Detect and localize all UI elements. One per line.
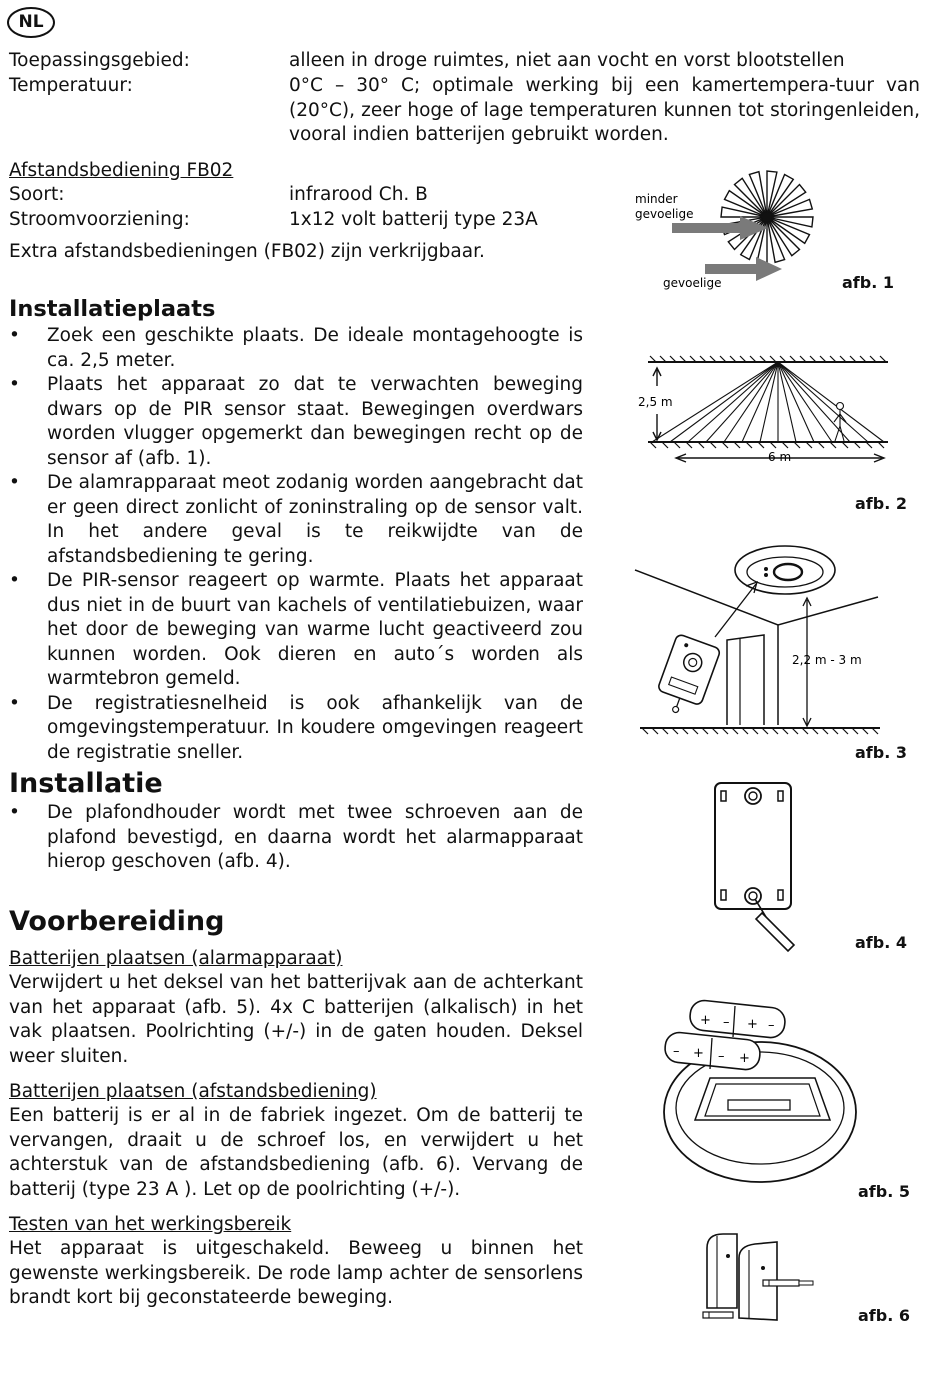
minus-sign: – bbox=[718, 1049, 725, 1064]
detection-ray bbox=[778, 362, 884, 442]
label-gevoelige: gevoelige bbox=[663, 276, 722, 290]
plus-sign: + bbox=[747, 1017, 758, 1032]
list-item-text: De registratiesnelheid is ook afhankelijk van de omgevingstemperatuur. In koudere omgevingen reageert de registratie sneller. bbox=[47, 692, 583, 763]
installatieplaats-heading: Installatieplaats bbox=[9, 296, 216, 322]
battery-icon bbox=[664, 1031, 762, 1071]
installatie-heading: Installatie bbox=[9, 768, 163, 799]
caption-afb6: afb. 6 bbox=[858, 1306, 910, 1325]
list-item-text: De alamrapparaat meot zodanig worden aangebracht dat er geen direct zonlicht of zoninstraling op de sensor valt. In het andere geval is te reikwijdte van de afstandsbediening te gering. bbox=[47, 472, 583, 567]
figure-6-remote-battery bbox=[695, 1228, 825, 1328]
list-item bbox=[9, 373, 583, 471]
spec-label-application: Toepassingsgebied: bbox=[9, 50, 190, 71]
minus-sign: – bbox=[673, 1044, 680, 1059]
plus-sign: + bbox=[693, 1046, 704, 1061]
bullet: • bbox=[9, 802, 20, 823]
caption-afb4: afb. 4 bbox=[855, 933, 907, 952]
bullet: • bbox=[9, 325, 20, 346]
remote-extra-note: Extra afstandsbedieningen (FB02) zijn verkrijgbaar. bbox=[9, 241, 485, 262]
detection-ray bbox=[706, 362, 778, 442]
spec-label-temperature: Temperatuur: bbox=[9, 75, 133, 96]
list-item bbox=[9, 801, 583, 875]
battery-remote-title: Batterijen plaatsen (afstandsbediening) bbox=[9, 1081, 377, 1102]
plus-sign: + bbox=[700, 1013, 711, 1028]
bullet: • bbox=[9, 374, 20, 395]
list-item bbox=[9, 692, 583, 766]
remote-value-power: 1x12 volt batterij type 23A bbox=[289, 209, 538, 230]
bullet: • bbox=[9, 570, 20, 591]
battery-icon bbox=[763, 1280, 799, 1286]
figure-4-ceiling-holder bbox=[700, 775, 820, 955]
battery-alarm-text: Verwijdert u het deksel van het batterijvak aan de achterkant van het apparaat (afb. 5). 4x C batterijen (alkalisch) in het vak plaatsen. Poolrichting (+/-) in de gaten houden. Deksel weer sluiten. bbox=[9, 972, 583, 1067]
range-test-text: Het apparaat is uitgeschakeld. Beweeg u binnen het gewenste werkingsbereik. De rode lamp achter de sensorlens brandt kort bij geconstateerde beweging. bbox=[9, 1238, 583, 1308]
list-item bbox=[9, 569, 583, 692]
battery-alarm-title: Batterijen plaatsen (alarmapparaat) bbox=[9, 948, 343, 969]
label-minder-gevoelige: gevoelige bbox=[635, 207, 694, 221]
remote-control-icon bbox=[652, 634, 721, 720]
spec-value-temperature: 0°C – 30° C; optimale werking bij een kamertempera-tuur van (20°C), zeer hoge of lage temperaturen kunnen tot storingenleiden, vooral indien batterijen gebruikt worden. bbox=[289, 75, 920, 145]
language-badge: NL bbox=[7, 7, 55, 38]
battery-icon bbox=[689, 999, 787, 1039]
list-item-text: De PIR-sensor reageert op warmte. Plaats het apparaat dus niet in de buurt van kachels of ventilatiebuizen, waar het door de beweging van warme lucht geactiveerd zou kunnen worden. Ook dieren en auto´s worden als warmtebron gemeld. bbox=[47, 570, 583, 689]
list-item-text: Zoek een geschikte plaats. De ideale montagehoogte is ca. 2,5 meter. bbox=[47, 325, 583, 371]
figure-5-batteries bbox=[655, 990, 870, 1205]
remote-heading: Afstandsbediening FB02 bbox=[9, 160, 234, 181]
detection-ray bbox=[778, 362, 832, 442]
minus-sign: – bbox=[723, 1015, 730, 1030]
figure-2-range bbox=[630, 350, 900, 470]
label-height: 2,5 m bbox=[638, 395, 673, 409]
detection-ray bbox=[778, 362, 814, 442]
caption-afb5: afb. 5 bbox=[858, 1182, 910, 1201]
installatieplaats-list bbox=[9, 324, 583, 765]
range-test-title: Testen van het werkingsbereik bbox=[9, 1214, 292, 1235]
label-width: 6 m bbox=[768, 450, 792, 464]
list-item-text: Plaats het apparaat zo dat te verwachten beweging dwars op de PIR sensor staat. Bewegingen overdwars worden vlugger opgemerkt dan bewegingen recht op de sensor af (afb. 1). bbox=[47, 374, 583, 469]
battery-remote-text: Een batterij is er al in de fabriek ingezet. Om de batterij te vervangen, draait u de schroef los, en verwijdert u het achterstuk van de afstandsbediening (afb. 6). Vervang de batterij (type 23 A ). Let op de poolrichting (+/-). bbox=[9, 1105, 583, 1200]
figure-3-mounting bbox=[630, 540, 900, 745]
spec-value-application: alleen in droge ruimtes, niet aan vocht en vorst blootstellen bbox=[289, 50, 845, 71]
remote-label-power: Stroomvoorziening: bbox=[9, 209, 190, 230]
voorbereiding-heading: Voorbereiding bbox=[9, 906, 225, 937]
caption-afb1: afb. 1 bbox=[842, 273, 894, 292]
caption-afb2: afb. 2 bbox=[855, 494, 907, 513]
plus-sign: + bbox=[739, 1051, 750, 1066]
detection-ray bbox=[688, 362, 778, 442]
list-item bbox=[9, 471, 583, 569]
bullet: • bbox=[9, 692, 20, 714]
minus-sign: – bbox=[768, 1018, 775, 1033]
remote-value-type: infrarood Ch. B bbox=[289, 184, 428, 205]
label-mount-height: 2,2 m - 3 m bbox=[792, 653, 862, 667]
detection-ray bbox=[670, 362, 778, 442]
label-minder: minder bbox=[635, 192, 678, 206]
bullet: • bbox=[9, 472, 20, 493]
detection-ray bbox=[724, 362, 778, 442]
list-item-text: De plafondhouder wordt met twee schroeven aan de plafond bevestigd, en daarna wordt het alarmapparaat hierop geschoven (afb. 4). bbox=[47, 802, 583, 872]
installatie-list bbox=[9, 801, 583, 875]
remote-label-type: Soort: bbox=[9, 184, 65, 205]
list-item bbox=[9, 324, 583, 373]
detection-ray bbox=[778, 362, 868, 442]
caption-afb3: afb. 3 bbox=[855, 743, 907, 762]
